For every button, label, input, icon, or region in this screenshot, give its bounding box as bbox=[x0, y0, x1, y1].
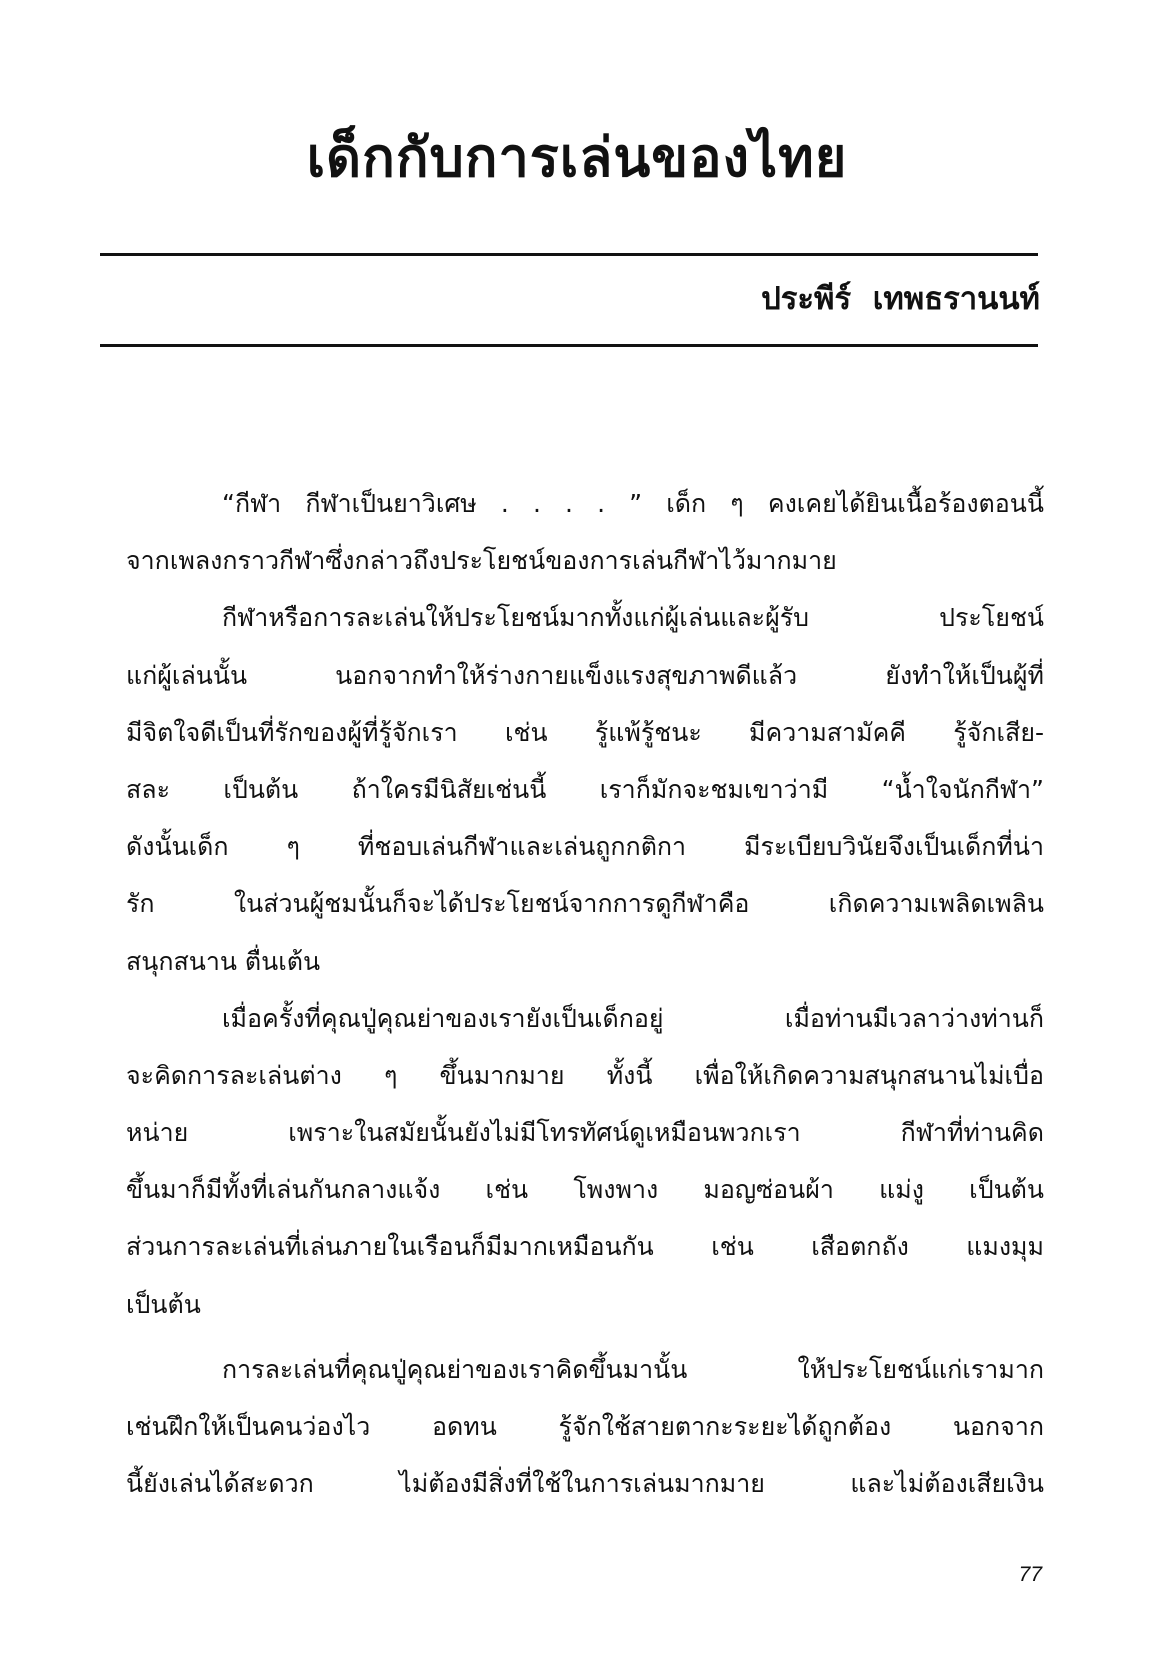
text-line: สละ เป็นต้น ถ้าใครมีนิสัยเช่นนี้ เราก็มักจะชมเขาว่ามี “น้ำใจนักกีฬา” bbox=[126, 774, 1044, 804]
paragraph bbox=[126, 1341, 1044, 1513]
text-line: การละเล่นที่คุณปู่คุณย่าของเราคิดขึ้นมานั้น ให้ประโยชน์แก่เรามาก bbox=[222, 1354, 1044, 1384]
text-line: มีจิตใจดีเป็นที่รักของผู้ที่รู้จักเรา เช่น รู้แพ้รู้ชนะ มีความสามัคคี รู้จักเสีย- bbox=[126, 717, 1044, 747]
text-line: เมื่อครั้งที่คุณปู่คุณย่าของเรายังเป็นเด็กอยู่ เมื่อท่านมีเวลาว่างท่านก็ bbox=[222, 1003, 1044, 1033]
article-body bbox=[126, 475, 1044, 1512]
text-line: เป็นต้น bbox=[126, 1289, 201, 1319]
text-line: กีฬาหรือการละเล่นให้ประโยชน์มากทั้งแก่ผู้เล่นและผู้รับ ประโยชน์ bbox=[222, 603, 1044, 633]
text-line: นี้ยังเล่นได้สะดวก ไม่ต้องมีสิ่งที่ใช้ในการเล่นมากมาย และไม่ต้องเสียเงิน bbox=[126, 1469, 1044, 1499]
paragraph bbox=[126, 589, 1044, 989]
article-title: เด็กกับการเล่นของไทย bbox=[306, 126, 848, 189]
paragraph bbox=[126, 475, 1044, 589]
text-line: จะคิดการละเล่นต่าง ๆ ขึ้นมากมาย ทั้งนี้ เพื่อให้เกิดความสนุกสนานไม่เบื่อ bbox=[126, 1060, 1044, 1090]
page-number: 77 bbox=[1018, 1563, 1042, 1586]
text-line: ดังนั้นเด็ก ๆ ที่ชอบเล่นกีฬาและเล่นถูกกติกา มีระเบียบวินัยจึงเป็นเด็กที่น่า bbox=[126, 832, 1044, 862]
text-line: ขึ้นมาก็มีทั้งที่เล่นกันกลางแจ้ง เช่น โพงพาง มอญซ่อนผ้า แม่งู เป็นต้น bbox=[126, 1175, 1044, 1205]
text-line: สนุกสนาน ตื่นเต้น bbox=[126, 946, 321, 976]
title-rule-top bbox=[100, 253, 1038, 256]
text-line: รัก ในส่วนผู้ชมนั้นก็จะได้ประโยชน์จากการดูกีฬาคือ เกิดความเพลิดเพลิน bbox=[126, 889, 1044, 919]
paragraph-spacer bbox=[126, 1333, 1044, 1341]
paragraph bbox=[126, 990, 1044, 1333]
text-line: “กีฬา กีฬาเป็นยาวิเศษ . . . . ” เด็ก ๆ คงเคยได้ยินเนื้อร้องตอนนี้ bbox=[222, 489, 1044, 518]
text-line: เช่นฝึกให้เป็นคนว่องไว อดทน รู้จักใช้สายตากะระยะได้ถูกต้อง นอกจาก bbox=[126, 1412, 1044, 1441]
text-line: จากเพลงกราวกีฬาซึ่งกล่าวถึงประโยชน์ของการเล่นกีฬาไว้มากมาย bbox=[126, 546, 837, 576]
article-author: ประพีร์ เทพธรานนท์ bbox=[761, 281, 1040, 317]
title-rule-bottom bbox=[100, 344, 1038, 347]
text-line: หน่าย เพราะในสมัยนั้นยังไม่มีโทรทัศน์ดูเหมือนพวกเรา กีฬาที่ท่านคิด bbox=[126, 1118, 1044, 1148]
text-line: ส่วนการละเล่นที่เล่นภายในเรือนก็มีมากเหมือนกัน เช่น เสือตกถัง แมงมุม bbox=[126, 1232, 1044, 1262]
text-line: แก่ผู้เล่นนั้น นอกจากทำให้ร่างกายแข็งแรงสุขภาพดีแล้ว ยังทำให้เป็นผู้ที่ bbox=[126, 660, 1044, 690]
